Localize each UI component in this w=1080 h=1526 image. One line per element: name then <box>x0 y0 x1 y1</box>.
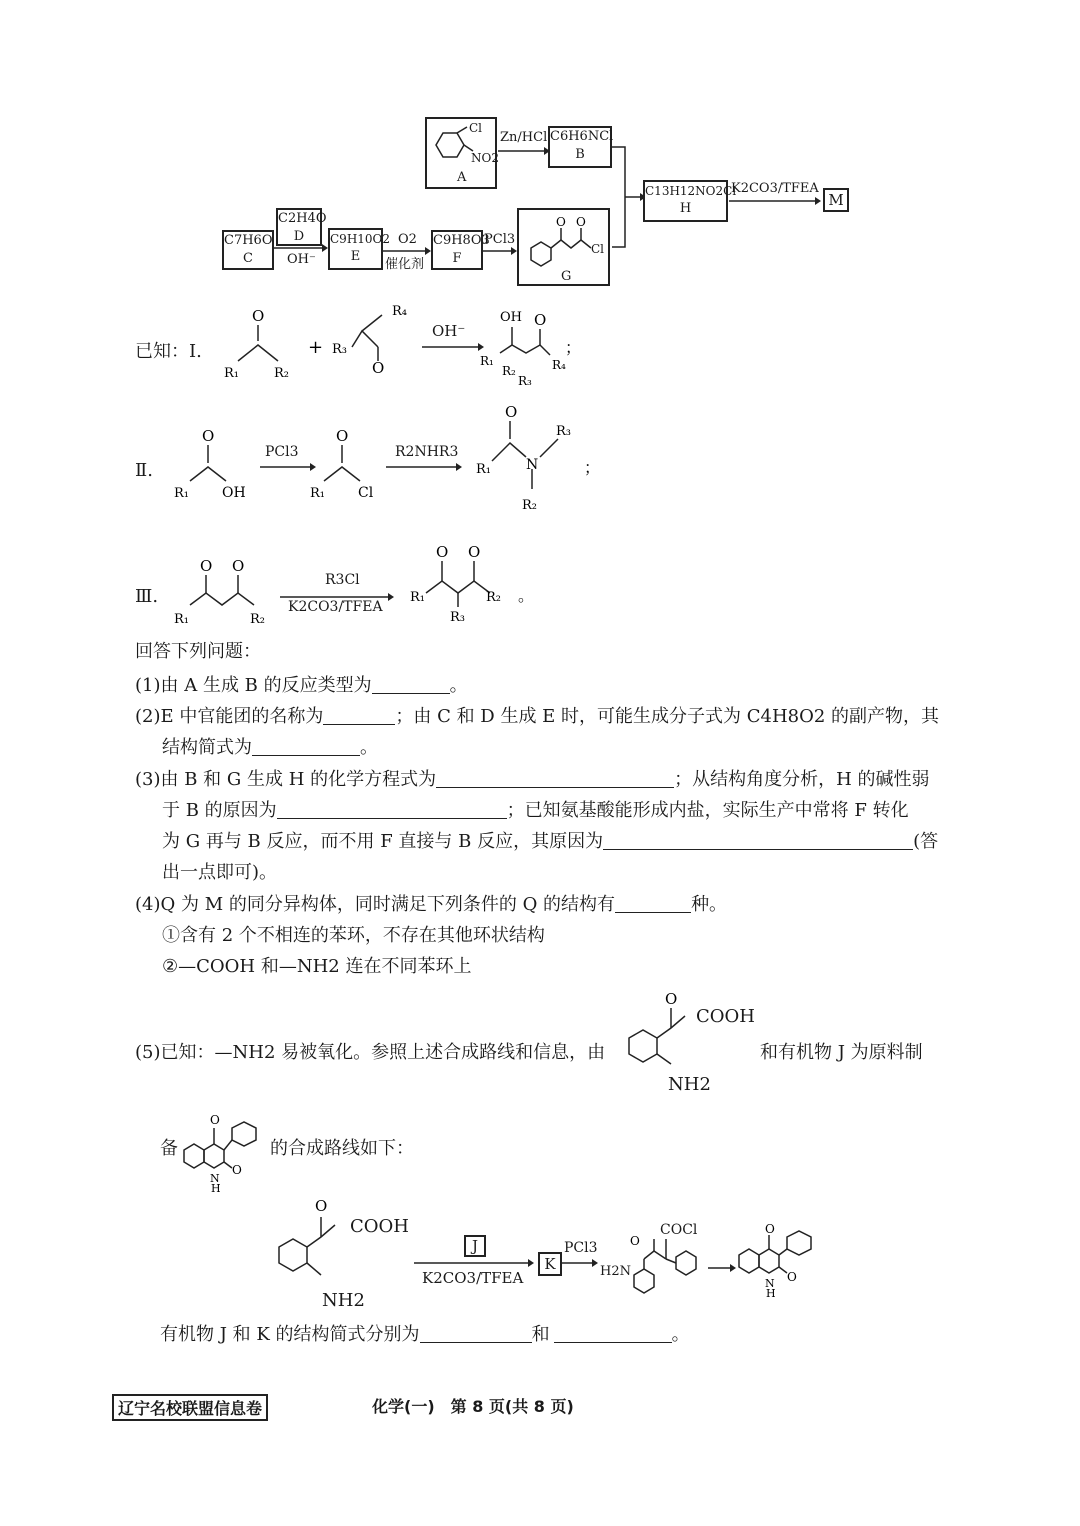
reagent-H-to-M: K2CO3/TFEA <box>731 181 819 196</box>
answer-blank-5a[interactable] <box>420 1324 532 1343</box>
known-III-label: Ⅲ. <box>135 586 159 607</box>
compound-H-box <box>643 180 737 222</box>
known-III-reagent-top: R3Cl <box>325 572 360 588</box>
svg-text:R₄: R₄ <box>552 358 566 372</box>
question-4-line-1: (4)Q 为 M 的同分异构体，同时满足下列条件的 Q 的结构有 种。 <box>135 894 728 915</box>
route-J-box: J <box>464 1235 486 1257</box>
compound-M-label: M <box>828 191 844 209</box>
svg-text:O: O <box>505 403 518 421</box>
answer-blank-2a[interactable] <box>323 706 395 725</box>
svg-text:O: O <box>202 427 215 445</box>
compound-G-label: G <box>561 269 572 284</box>
question-3-line-2: 于 B 的原因为 ；已知氨基酸能形成内盐，实际生产中常将 F 转化 <box>162 800 909 821</box>
route-pcl3: PCl3 <box>564 1240 598 1256</box>
compound-D-box <box>276 208 327 246</box>
compound-A-box <box>425 117 497 189</box>
answer-blank-3a[interactable] <box>436 769 674 788</box>
svg-text:R₄: R₄ <box>392 304 407 319</box>
compound-A-label: A <box>457 170 467 185</box>
svg-text:R₂: R₂ <box>486 590 501 605</box>
svg-text:O: O <box>630 1234 640 1248</box>
known-II-label: Ⅱ. <box>135 460 153 481</box>
known-reaction-II <box>170 403 610 525</box>
svg-text:R₃: R₃ <box>450 610 465 625</box>
svg-text:O: O <box>336 427 349 445</box>
answer-blank-5b[interactable] <box>554 1324 672 1343</box>
q5-start-nh2: NH2 <box>668 1074 711 1095</box>
compound-G-box <box>517 208 610 286</box>
svg-text:O: O <box>210 1113 220 1127</box>
questions-heading: 回答下列问题： <box>135 641 261 662</box>
svg-text:R₃: R₃ <box>556 424 571 439</box>
svg-text:O: O <box>556 215 566 229</box>
compound-E-box <box>328 228 391 270</box>
arrow-A-to-B <box>498 146 548 156</box>
compound-A-cl: Cl <box>469 121 483 135</box>
route-K-box: K <box>538 1252 562 1276</box>
svg-text:O: O <box>534 311 547 329</box>
svg-text:O: O <box>232 1163 242 1177</box>
svg-text:O: O <box>232 557 245 575</box>
route-arrow-2 <box>562 1258 602 1268</box>
compound-A-no2: NO2 <box>471 151 499 165</box>
question-5-line-2a: 备 <box>160 1138 178 1159</box>
footer-source: 辽宁名校联盟信息卷 <box>118 1399 263 1418</box>
svg-text:O: O <box>200 557 213 575</box>
known-I-reagent: OH⁻ <box>432 322 466 340</box>
svg-text:O: O <box>665 990 678 1008</box>
reagent-A-to-B: Zn/HCl <box>500 130 548 145</box>
compound-H-formula: C13H12NO2Cl <box>645 184 737 198</box>
svg-text:O: O <box>787 1270 797 1284</box>
route-reagent: K2CO3/TFEA <box>422 1269 524 1287</box>
q5-route-start-structure <box>265 1195 415 1305</box>
svg-text:O: O <box>252 307 265 325</box>
known-reaction-I <box>210 305 670 395</box>
reagent-C-to-E: OH⁻ <box>287 252 316 267</box>
compound-E-formula: C9H10O2 <box>330 232 391 246</box>
question-3-line-1: (3)由 B 和 G 生成 H 的化学方程式为 ；从结构角度分析，H 的碱性弱 <box>135 769 930 790</box>
svg-text:R₁: R₁ <box>480 354 494 368</box>
svg-text:R₂: R₂ <box>522 498 537 513</box>
svg-text:+: + <box>308 337 324 358</box>
compound-G-cl: Cl <box>591 242 605 256</box>
answer-blank-2b[interactable] <box>252 737 360 756</box>
svg-text:R₁: R₁ <box>224 366 239 381</box>
known-II-reagent-2: R2NHR3 <box>395 444 459 460</box>
svg-text:R₂: R₂ <box>502 364 516 378</box>
compound-F-formula: C9H8O3 <box>433 233 490 248</box>
question-4-condition-1: ①含有 2 个不相连的苯环，不存在其他环状结构 <box>162 925 545 946</box>
svg-text:R₁: R₁ <box>174 486 189 501</box>
q5-route-cooh: COOH <box>350 1216 409 1237</box>
question-5-line-2b: 的合成路线如下： <box>270 1138 414 1159</box>
svg-text:H: H <box>211 1182 221 1195</box>
compound-E-label: E <box>350 249 361 264</box>
compound-F-label: F <box>452 251 462 266</box>
svg-text:O: O <box>315 1197 328 1215</box>
compound-B-formula: C6H6NCl <box>550 129 614 144</box>
svg-text:R₁: R₁ <box>310 486 325 501</box>
question-1: (1)由 A 生成 B 的反应类型为 。 <box>135 675 468 696</box>
svg-text:R₂: R₂ <box>274 366 289 381</box>
question-3-line-3: 为 G 再与 B 反应，而不用 F 直接与 B 反应，其原因为 (答 <box>162 831 939 852</box>
known-reaction-III <box>170 545 570 645</box>
svg-text:R₁: R₁ <box>476 462 491 477</box>
route-arrow-1 <box>414 1258 544 1268</box>
known-intro: 已知：Ⅰ. <box>135 341 202 362</box>
q5-route-nh2: NH2 <box>322 1290 365 1311</box>
compound-D-formula: C2H4O <box>278 211 327 226</box>
reagent-E-to-F-top: O2 <box>398 232 417 247</box>
compound-C-label: C <box>243 251 253 266</box>
answer-blank-1[interactable] <box>372 675 450 694</box>
q5-target-structure <box>180 1110 280 1195</box>
compound-C-box <box>222 230 274 270</box>
svg-text:H: H <box>766 1287 776 1300</box>
svg-text:R₃: R₃ <box>518 374 532 388</box>
svg-text:O: O <box>468 543 481 561</box>
footer-page: 化学(一) 第 8 页(共 8 页) <box>372 1397 574 1416</box>
route-h2n: H2N <box>600 1264 631 1279</box>
svg-text:OH: OH <box>500 310 522 325</box>
reagent-F-to-G: PCl3 <box>484 232 516 247</box>
footer-source-box <box>112 1394 268 1421</box>
arrow-E-to-F <box>383 246 433 256</box>
svg-text:N: N <box>526 457 539 473</box>
compound-H-label: H <box>679 201 692 216</box>
compound-F-box <box>431 230 490 270</box>
q5-start-cooh: COOH <box>696 1006 755 1027</box>
compound-B-box <box>548 126 612 168</box>
svg-text:；: ； <box>584 458 601 477</box>
known-III-reagent-bottom: K2CO3/TFEA <box>288 599 383 615</box>
question-2-line-2: 结构简式为 。 <box>162 737 378 758</box>
svg-text:O: O <box>372 359 385 377</box>
route-cocl: COCl <box>660 1222 698 1238</box>
svg-text:OH: OH <box>222 485 246 501</box>
known-II-reagent-1: PCl3 <box>265 444 299 460</box>
answer-blank-3c[interactable] <box>603 831 913 850</box>
question-5-line-1a: (5)已知：—NH2 易被氧化。参照上述合成路线和信息，由 <box>135 1042 606 1063</box>
compound-D-label: D <box>293 229 305 244</box>
svg-text:R₃: R₃ <box>332 342 347 357</box>
question-3-line-4: 出一点即可)。 <box>162 862 278 883</box>
svg-text:R₁: R₁ <box>410 590 425 605</box>
answer-blank-3b[interactable] <box>277 800 507 819</box>
svg-text:R₁: R₁ <box>174 612 189 627</box>
question-5-line-1b: 和有机物 J 为原料制 <box>760 1042 923 1063</box>
arrow-H-to-M <box>729 196 829 206</box>
question-4-condition-2: ②—COOH 和—NH2 连在不同苯环上 <box>162 956 472 977</box>
question-2-line-1: (2)E 中官能团的名称为 ；由 C 和 D 生成 E 时，可能生成分子式为 C4H8O2 的副产物，其 <box>135 706 940 727</box>
compound-M-box <box>823 188 849 212</box>
reagent-E-to-F-bottom: 催化剂 <box>385 257 425 272</box>
svg-text:O: O <box>765 1222 775 1236</box>
svg-text:O: O <box>436 543 449 561</box>
route-product-structure <box>735 1222 835 1305</box>
arrow-C-to-E <box>274 243 334 253</box>
svg-text:O: O <box>576 215 586 229</box>
question-5-final: 有机物 J 和 K 的结构简式分别为 和 。 <box>160 1324 690 1345</box>
svg-text:。: 。 <box>518 586 535 605</box>
compound-B-label: B <box>575 147 585 162</box>
answer-blank-4[interactable] <box>615 894 691 913</box>
svg-text:R₂: R₂ <box>250 612 265 627</box>
svg-text:N: N <box>210 1172 220 1185</box>
svg-text:N: N <box>765 1277 775 1290</box>
svg-text:Cl: Cl <box>358 485 374 501</box>
svg-text:；: ； <box>565 338 582 357</box>
compound-C-formula: C7H6O <box>224 233 273 248</box>
